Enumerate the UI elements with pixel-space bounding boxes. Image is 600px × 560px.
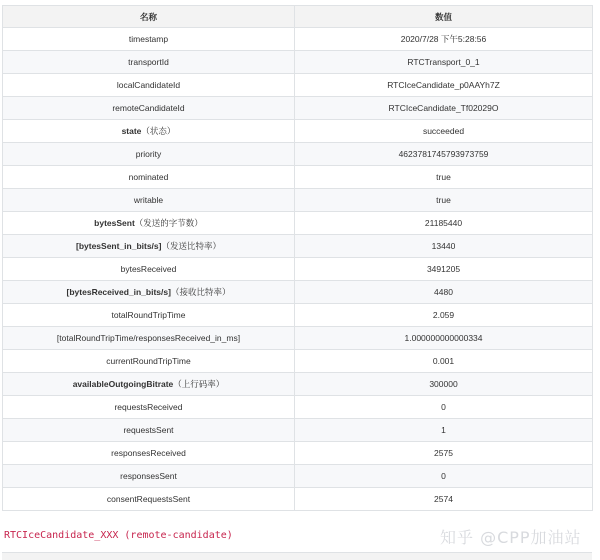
row-name-cell [3, 235, 295, 258]
row-name-cell [3, 189, 295, 212]
header-value: 数值 [295, 6, 593, 28]
row-name-cell [3, 350, 295, 373]
row-value: RTCIceCandidate_p0AAYh7Z [295, 74, 593, 97]
row-value: 2574 [295, 488, 593, 511]
row-name-cell [3, 212, 295, 235]
row-name-cell [3, 327, 295, 350]
row-name-cell [3, 120, 295, 143]
table-row [3, 304, 593, 327]
row-name-cell [3, 97, 295, 120]
row-value: true [295, 166, 593, 189]
table-row [3, 350, 593, 373]
table-row [3, 258, 593, 281]
row-value: 0 [295, 396, 593, 419]
row-value: 2575 [295, 442, 593, 465]
table-header-row [3, 6, 593, 28]
row-name: responsesReceived [111, 448, 186, 458]
row-name: availableOutgoingBitrate [72, 379, 174, 389]
row-name: writable [133, 195, 164, 205]
table-row [3, 28, 593, 51]
row-value: 4623781745793973759 [295, 143, 593, 166]
row-name: localCandidateId [116, 80, 181, 90]
table-row [3, 396, 593, 419]
row-name-cell [3, 419, 295, 442]
row-name-cell [3, 74, 295, 97]
row-name: bytesSent [94, 218, 135, 228]
row-name: state [121, 126, 142, 136]
table-row [3, 373, 593, 396]
row-value: 13440 [295, 235, 593, 258]
row-note: （发送的字节数） [134, 218, 203, 228]
table-row [3, 327, 593, 350]
row-name-cell [3, 143, 295, 166]
row-value: 0.001 [295, 350, 593, 373]
row-name: totalRoundTripTime [111, 310, 186, 320]
table-row [3, 281, 593, 304]
row-value: succeeded [295, 120, 593, 143]
row-name: [bytesSent_in_bits/s] [75, 241, 162, 251]
table-row [3, 189, 593, 212]
table-row [3, 74, 593, 97]
table-row [3, 442, 593, 465]
row-note: （接收比特率） [170, 287, 231, 297]
row-note: （发送比特率） [161, 241, 221, 251]
row-name: remoteCandidateId [112, 103, 185, 113]
row-value: 2.059 [295, 304, 593, 327]
row-name-cell [3, 304, 295, 327]
row-value: RTCTransport_0_1 [295, 51, 593, 74]
table-row [3, 235, 593, 258]
row-value: 3491205 [295, 258, 593, 281]
row-name: transportId [128, 57, 169, 67]
table-row [3, 465, 593, 488]
row-name-cell [3, 166, 295, 189]
row-note: （状态） [141, 126, 176, 136]
row-value: RTCIceCandidate_Tf02029O [295, 97, 593, 120]
row-name: bytesReceived [120, 264, 177, 274]
row-name: priority [135, 149, 162, 159]
row-name: requestsReceived [114, 402, 183, 412]
table-row [3, 419, 593, 442]
row-name-cell [3, 373, 295, 396]
row-name: consentRequestsSent [106, 494, 191, 504]
row-value: 21185440 [295, 212, 593, 235]
row-name: [totalRoundTripTime/responsesReceived_in_ms] [56, 333, 241, 343]
row-name: [bytesReceived_in_bits/s] [66, 287, 171, 297]
stats-body [3, 28, 593, 511]
row-value: true [295, 189, 593, 212]
row-name-cell [3, 442, 295, 465]
header-name: 名称 [3, 6, 295, 28]
row-name-cell [3, 488, 295, 511]
row-name-cell [3, 51, 295, 74]
row-name-cell [3, 465, 295, 488]
row-value: 0 [295, 465, 593, 488]
stats-table [2, 5, 593, 511]
table-row [3, 488, 593, 511]
row-name-cell [3, 258, 295, 281]
row-note: （上行码率） [173, 379, 225, 389]
row-name-cell [3, 281, 295, 304]
table-row [3, 97, 593, 120]
row-value: 1.000000000000334 [295, 327, 593, 350]
table-row [3, 120, 593, 143]
row-value: 4480 [295, 281, 593, 304]
row-name-cell [3, 396, 295, 419]
table-row [3, 212, 593, 235]
watermark: 知乎 @CPP加油站 [440, 528, 582, 547]
row-value: 2020/7/28 下午5:28:56 [295, 28, 593, 51]
row-name: currentRoundTripTime [106, 356, 191, 366]
row-value: 1 [295, 419, 593, 442]
row-name: requestsSent [123, 425, 174, 435]
row-value: 300000 [295, 373, 593, 396]
table-row [3, 51, 593, 74]
row-name: responsesSent [120, 471, 177, 481]
row-name-cell [3, 28, 295, 51]
table-row [3, 143, 593, 166]
section-heading: RTCIceCandidate_XXX (remote-candidate) [4, 530, 233, 541]
row-name: timestamp [128, 34, 169, 44]
table-row [3, 166, 593, 189]
row-name: nominated [128, 172, 169, 182]
